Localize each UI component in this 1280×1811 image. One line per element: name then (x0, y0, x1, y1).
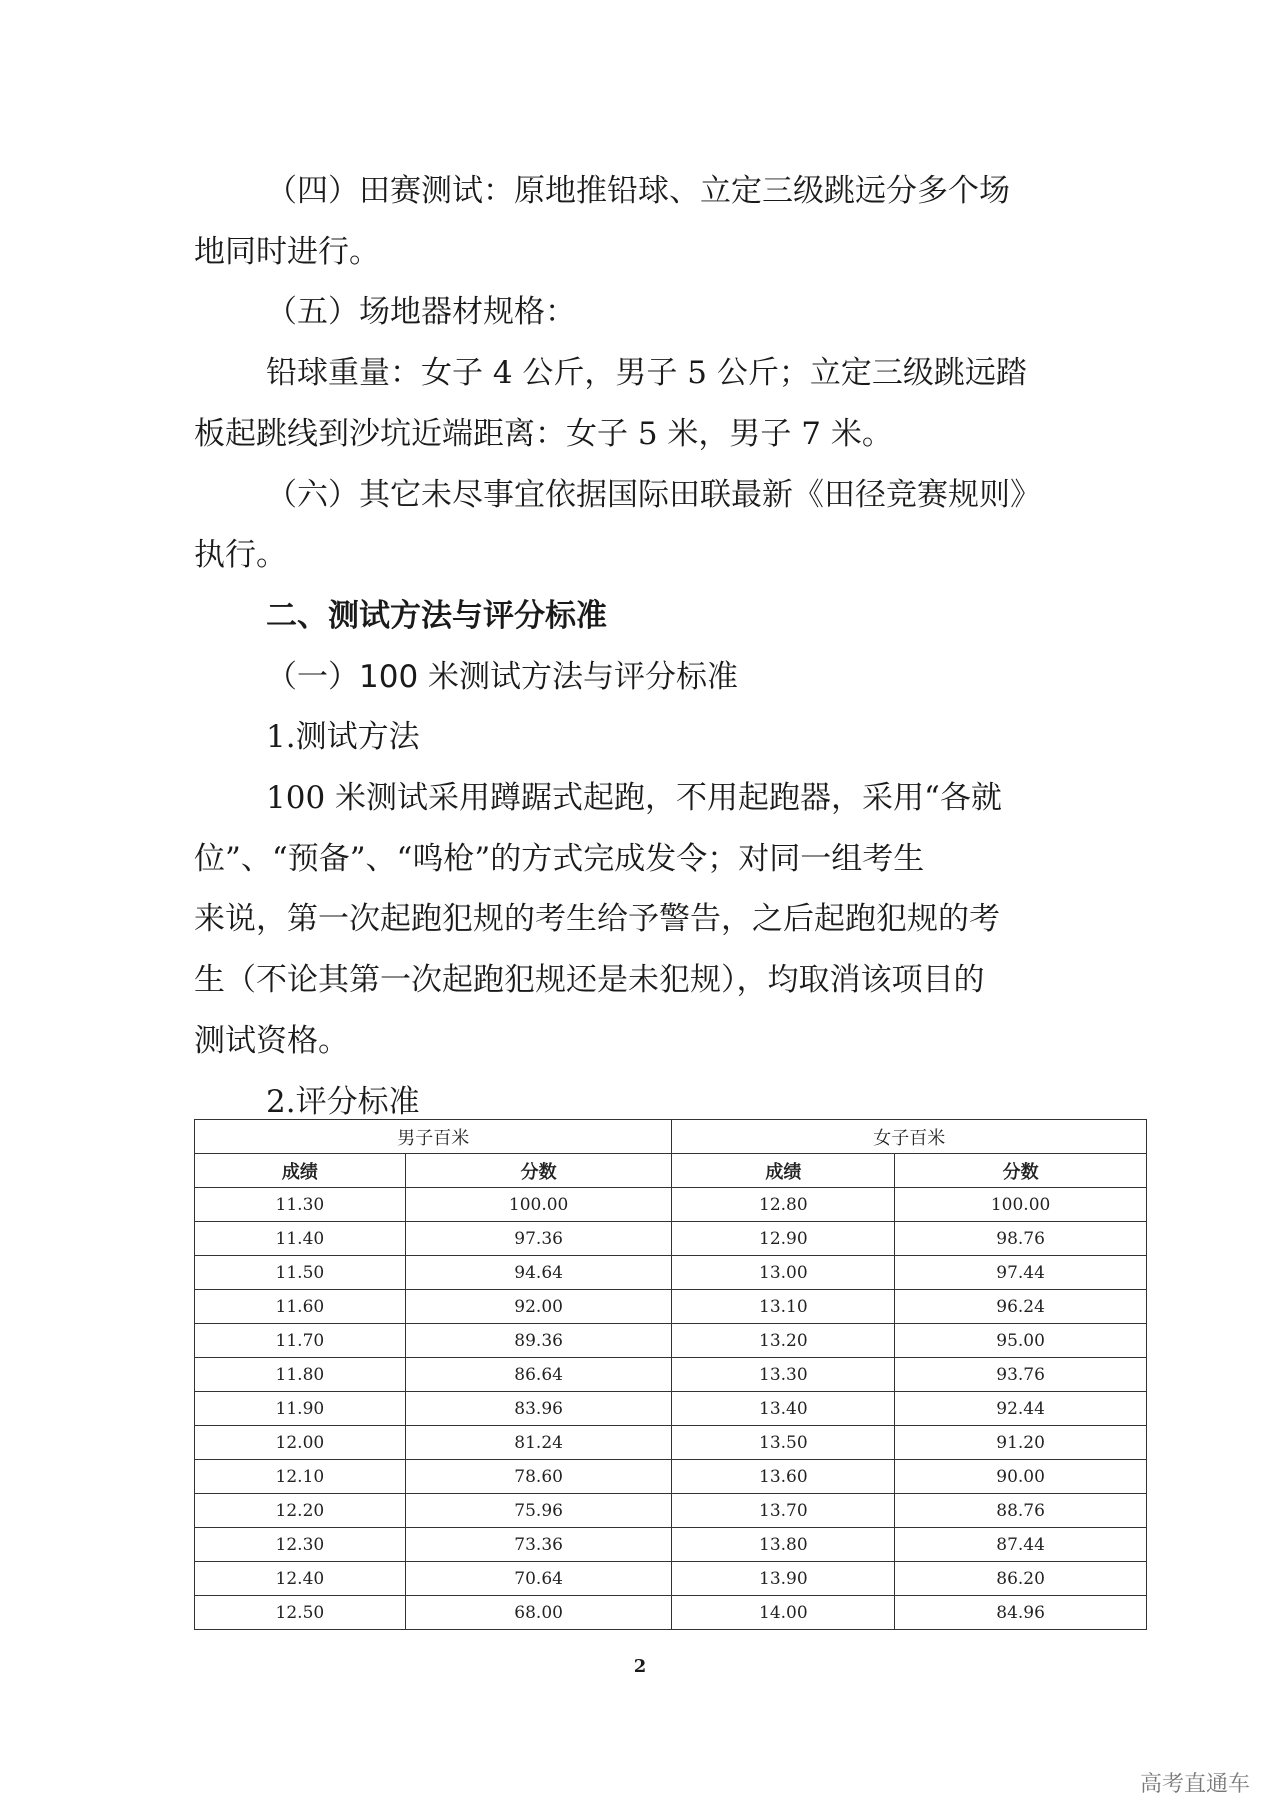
table-cell: 97.44 (895, 1256, 1147, 1290)
table-row (195, 1222, 1147, 1256)
table-cell: 13.20 (672, 1324, 895, 1358)
paragraph-line: 执行。 (194, 537, 287, 574)
table-cell: 90.00 (895, 1460, 1147, 1494)
table-group-header (195, 1120, 1147, 1154)
table-column-header (195, 1154, 1147, 1188)
column-header: 成绩 (195, 1154, 406, 1188)
table-cell: 75.96 (405, 1494, 672, 1528)
paragraph-line: 测试资格。 (194, 1022, 349, 1059)
subsection-heading: （一）100 米测试方法与评分标准 (266, 658, 739, 695)
table-row (195, 1290, 1147, 1324)
table-cell: 13.00 (672, 1256, 895, 1290)
section-five-title: （五）场地器材规格： (266, 294, 576, 331)
table-cell: 86.64 (405, 1358, 672, 1392)
table-cell: 87.44 (895, 1528, 1147, 1562)
table-cell: 11.90 (195, 1392, 406, 1426)
table-cell: 12.10 (195, 1460, 406, 1494)
paragraph-line: 铅球重量：女子 4 公斤，男子 5 公斤；立定三级跳远踏 (266, 355, 1027, 392)
scoring-title: 2.评分标准 (266, 1083, 420, 1120)
table-cell: 92.00 (405, 1290, 672, 1324)
table-cell: 13.30 (672, 1358, 895, 1392)
section-heading: 二、测试方法与评分标准 (266, 597, 607, 634)
table-cell: 11.50 (195, 1256, 406, 1290)
table-cell: 11.30 (195, 1188, 406, 1222)
page-number: 2 (633, 1656, 647, 1677)
paragraph-line: 位”、“预备”、“鸣枪”的方式完成发令；对同一组考生 (194, 840, 925, 877)
paragraph-line: （四）田赛测试：原地推铅球、立定三级跳远分多个场 (266, 173, 1010, 209)
table-cell: 96.24 (895, 1290, 1147, 1324)
section-four-paragraph (194, 161, 1094, 1132)
table-cell: 12.40 (195, 1562, 406, 1596)
table-cell: 12.20 (195, 1494, 406, 1528)
method-title: 1.测试方法 (266, 719, 420, 756)
table-row (195, 1460, 1147, 1494)
table-cell: 11.40 (195, 1222, 406, 1256)
table-row (195, 1256, 1147, 1290)
table-cell: 73.36 (405, 1528, 672, 1562)
table-cell: 97.36 (405, 1222, 672, 1256)
table-cell: 91.20 (895, 1426, 1147, 1460)
table-row (195, 1426, 1147, 1460)
table-row (195, 1188, 1147, 1222)
column-header: 分数 (405, 1154, 672, 1188)
table-cell: 11.80 (195, 1358, 406, 1392)
table-row (195, 1494, 1147, 1528)
watermark: 高考直通车 (1139, 1772, 1250, 1797)
paragraph-line: （六）其它未尽事宜依据国际田联最新《田径竞赛规则》 (266, 476, 1041, 513)
paragraph-line: 板起跳线到沙坑近端距离：女子 5 米，男子 7 米。 (194, 415, 893, 452)
table-cell: 13.90 (672, 1562, 895, 1596)
table-cell: 13.70 (672, 1494, 895, 1528)
table-cell: 13.60 (672, 1460, 895, 1494)
table-cell: 13.10 (672, 1290, 895, 1324)
table-cell: 92.44 (895, 1392, 1147, 1426)
group-women: 女子百米 (672, 1120, 1147, 1154)
paragraph-line: 100 米测试采用蹲踞式起跑，不用起跑器，采用“各就 (266, 780, 1002, 817)
table-row (195, 1324, 1147, 1358)
table-cell: 94.64 (405, 1256, 672, 1290)
table-cell: 70.64 (405, 1562, 672, 1596)
table-cell: 100.00 (895, 1188, 1147, 1222)
table-cell: 11.60 (195, 1290, 406, 1324)
column-header: 分数 (895, 1154, 1147, 1188)
table-cell: 13.40 (672, 1392, 895, 1426)
table-row (195, 1392, 1147, 1426)
score-table (194, 1119, 1147, 1630)
paragraph-line: 生（不论其第一次起跑犯规还是未犯规），均取消该项目的 (194, 962, 985, 999)
table-row (195, 1562, 1147, 1596)
table-cell: 84.96 (895, 1596, 1147, 1630)
table-cell: 93.76 (895, 1358, 1147, 1392)
table-cell: 12.90 (672, 1222, 895, 1256)
table-cell: 86.20 (895, 1562, 1147, 1596)
table-cell: 98.76 (895, 1222, 1147, 1256)
table-cell: 100.00 (405, 1188, 672, 1222)
table-cell: 12.80 (672, 1188, 895, 1222)
table-cell: 13.50 (672, 1426, 895, 1460)
table-cell: 81.24 (405, 1426, 672, 1460)
table-cell: 14.00 (672, 1596, 895, 1630)
table-cell: 78.60 (405, 1460, 672, 1494)
table-cell: 89.36 (405, 1324, 672, 1358)
paragraph-line: 地同时进行。 (194, 233, 380, 270)
table-cell: 88.76 (895, 1494, 1147, 1528)
table-cell: 12.00 (195, 1426, 406, 1460)
column-header: 成绩 (672, 1154, 895, 1188)
table-cell: 12.50 (195, 1596, 406, 1630)
group-men: 男子百米 (195, 1120, 672, 1154)
table-row (195, 1358, 1147, 1392)
table-cell: 12.30 (195, 1528, 406, 1562)
table-cell: 11.70 (195, 1324, 406, 1358)
table-cell: 68.00 (405, 1596, 672, 1630)
table-cell: 13.80 (672, 1528, 895, 1562)
paragraph-line: 来说，第一次起跑犯规的考生给予警告，之后起跑犯规的考 (194, 901, 1000, 938)
table-cell: 83.96 (405, 1392, 672, 1426)
table-cell: 95.00 (895, 1324, 1147, 1358)
table-row (195, 1528, 1147, 1562)
table-row (195, 1596, 1147, 1630)
